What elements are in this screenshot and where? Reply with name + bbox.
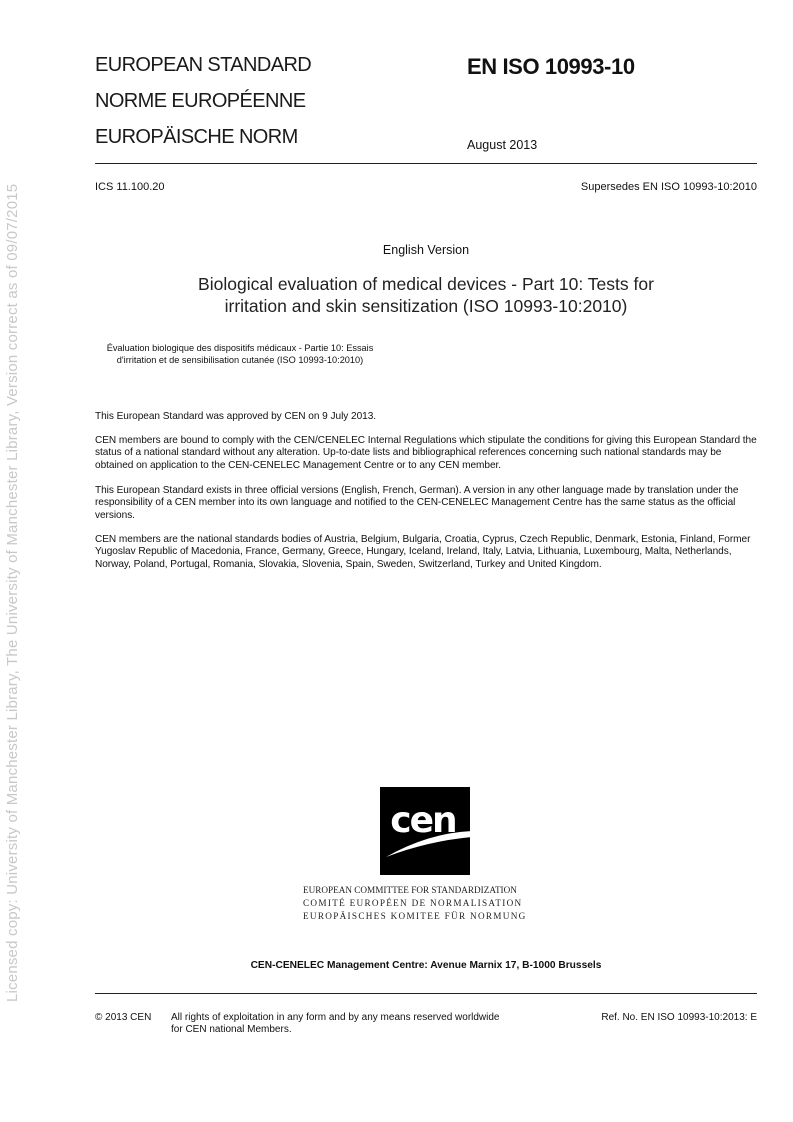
- copyright-notice: © 2013 CEN: [95, 1012, 152, 1023]
- supersedes-note: Supersedes EN ISO 10993-10:2010: [580, 181, 757, 193]
- compliance-paragraph: CEN members are bound to comply with the CEN/CENELEC Internal Regulations which stipulate the conditions for giving this European Standard the status of a national standard without any alteration. Up-to-date lists and bibliographical references concerning such national standards may be obtained on application to the CEN-CENELEC Management Centre or to any CEN member.: [95, 435, 757, 471]
- header-rule: [95, 163, 757, 164]
- standard-number: EN ISO 10993-10: [467, 54, 635, 79]
- approval-paragraph: This European Standard was approved by CEN on 9 July 2013.: [95, 411, 377, 422]
- standard-name-de: EUROPÄISCHE NORM: [95, 126, 298, 148]
- committee-name-de: EUROPÄISCHES KOMITEE FÜR NORMUNG: [303, 910, 527, 921]
- footer-rule: [95, 993, 757, 994]
- standard-name-en: EUROPEAN STANDARD: [95, 54, 312, 76]
- title-line-1: Biological evaluation of medical devices - Part 10: Tests for: [198, 274, 654, 294]
- cen-logo-text: cen: [390, 800, 456, 841]
- reference-number: Ref. No. EN ISO 10993-10:2013: E: [601, 1012, 757, 1023]
- french-title: Évaluation biologique des dispositifs médicaux - Partie 10: Essais d'irritation et de sensibilisation cutanée (ISO 10993-10:2010): [106, 343, 374, 366]
- license-watermark: Licensed copy: University of Manchester Library, The University of Manchester Library, Version correct as of 09/07/2015: [4, 183, 21, 1002]
- rights-notice: All rights of exploitation in any form and by any means reserved worldwide for CEN national Members.: [171, 1012, 500, 1035]
- committee-name-en: EUROPEAN COMMITTEE FOR STANDARDIZATION: [303, 885, 517, 895]
- language-version: English Version: [382, 243, 470, 257]
- ics-code: ICS 11.100.20: [95, 181, 165, 193]
- members-paragraph: CEN members are the national standards bodies of Austria, Belgium, Bulgaria, Croatia, Cyprus, Czech Republic, Denmark, Estonia, Finland, Former Yugoslav Republic of Macedonia, France, Germany, Greece, Hungary, Iceland, Ireland, Italy, Latvia, Lithuania, Luxembourg, Malta, Netherlands, Norway, Poland, Portugal, Romania, Slovakia, Slovenia, Spain, Sweden, Switzerland, Turkey and United Kingdom.: [95, 534, 751, 570]
- standard-name-fr: NORME EUROPÉENNE: [95, 90, 306, 112]
- committee-name-fr: COMITÉ EUROPÉEN DE NORMALISATION: [303, 897, 523, 908]
- versions-paragraph: This European Standard exists in three official versions (English, French, German). A version in any other language made by translation under the responsibility of a CEN member into its own language and notified to the CEN-CENELEC Management Centre has the same status as the official versions.: [95, 485, 739, 521]
- cen-committee-names: [303, 884, 527, 922]
- title-line-2: irritation and skin sensitization (ISO 10993-10:2010): [224, 296, 628, 316]
- document-title: [150, 273, 702, 317]
- cen-logo: [380, 787, 472, 875]
- management-centre-address: CEN-CENELEC Management Centre: Avenue Marnix 17, B-1000 Brussels: [250, 960, 602, 971]
- publication-date: August 2013: [467, 138, 538, 152]
